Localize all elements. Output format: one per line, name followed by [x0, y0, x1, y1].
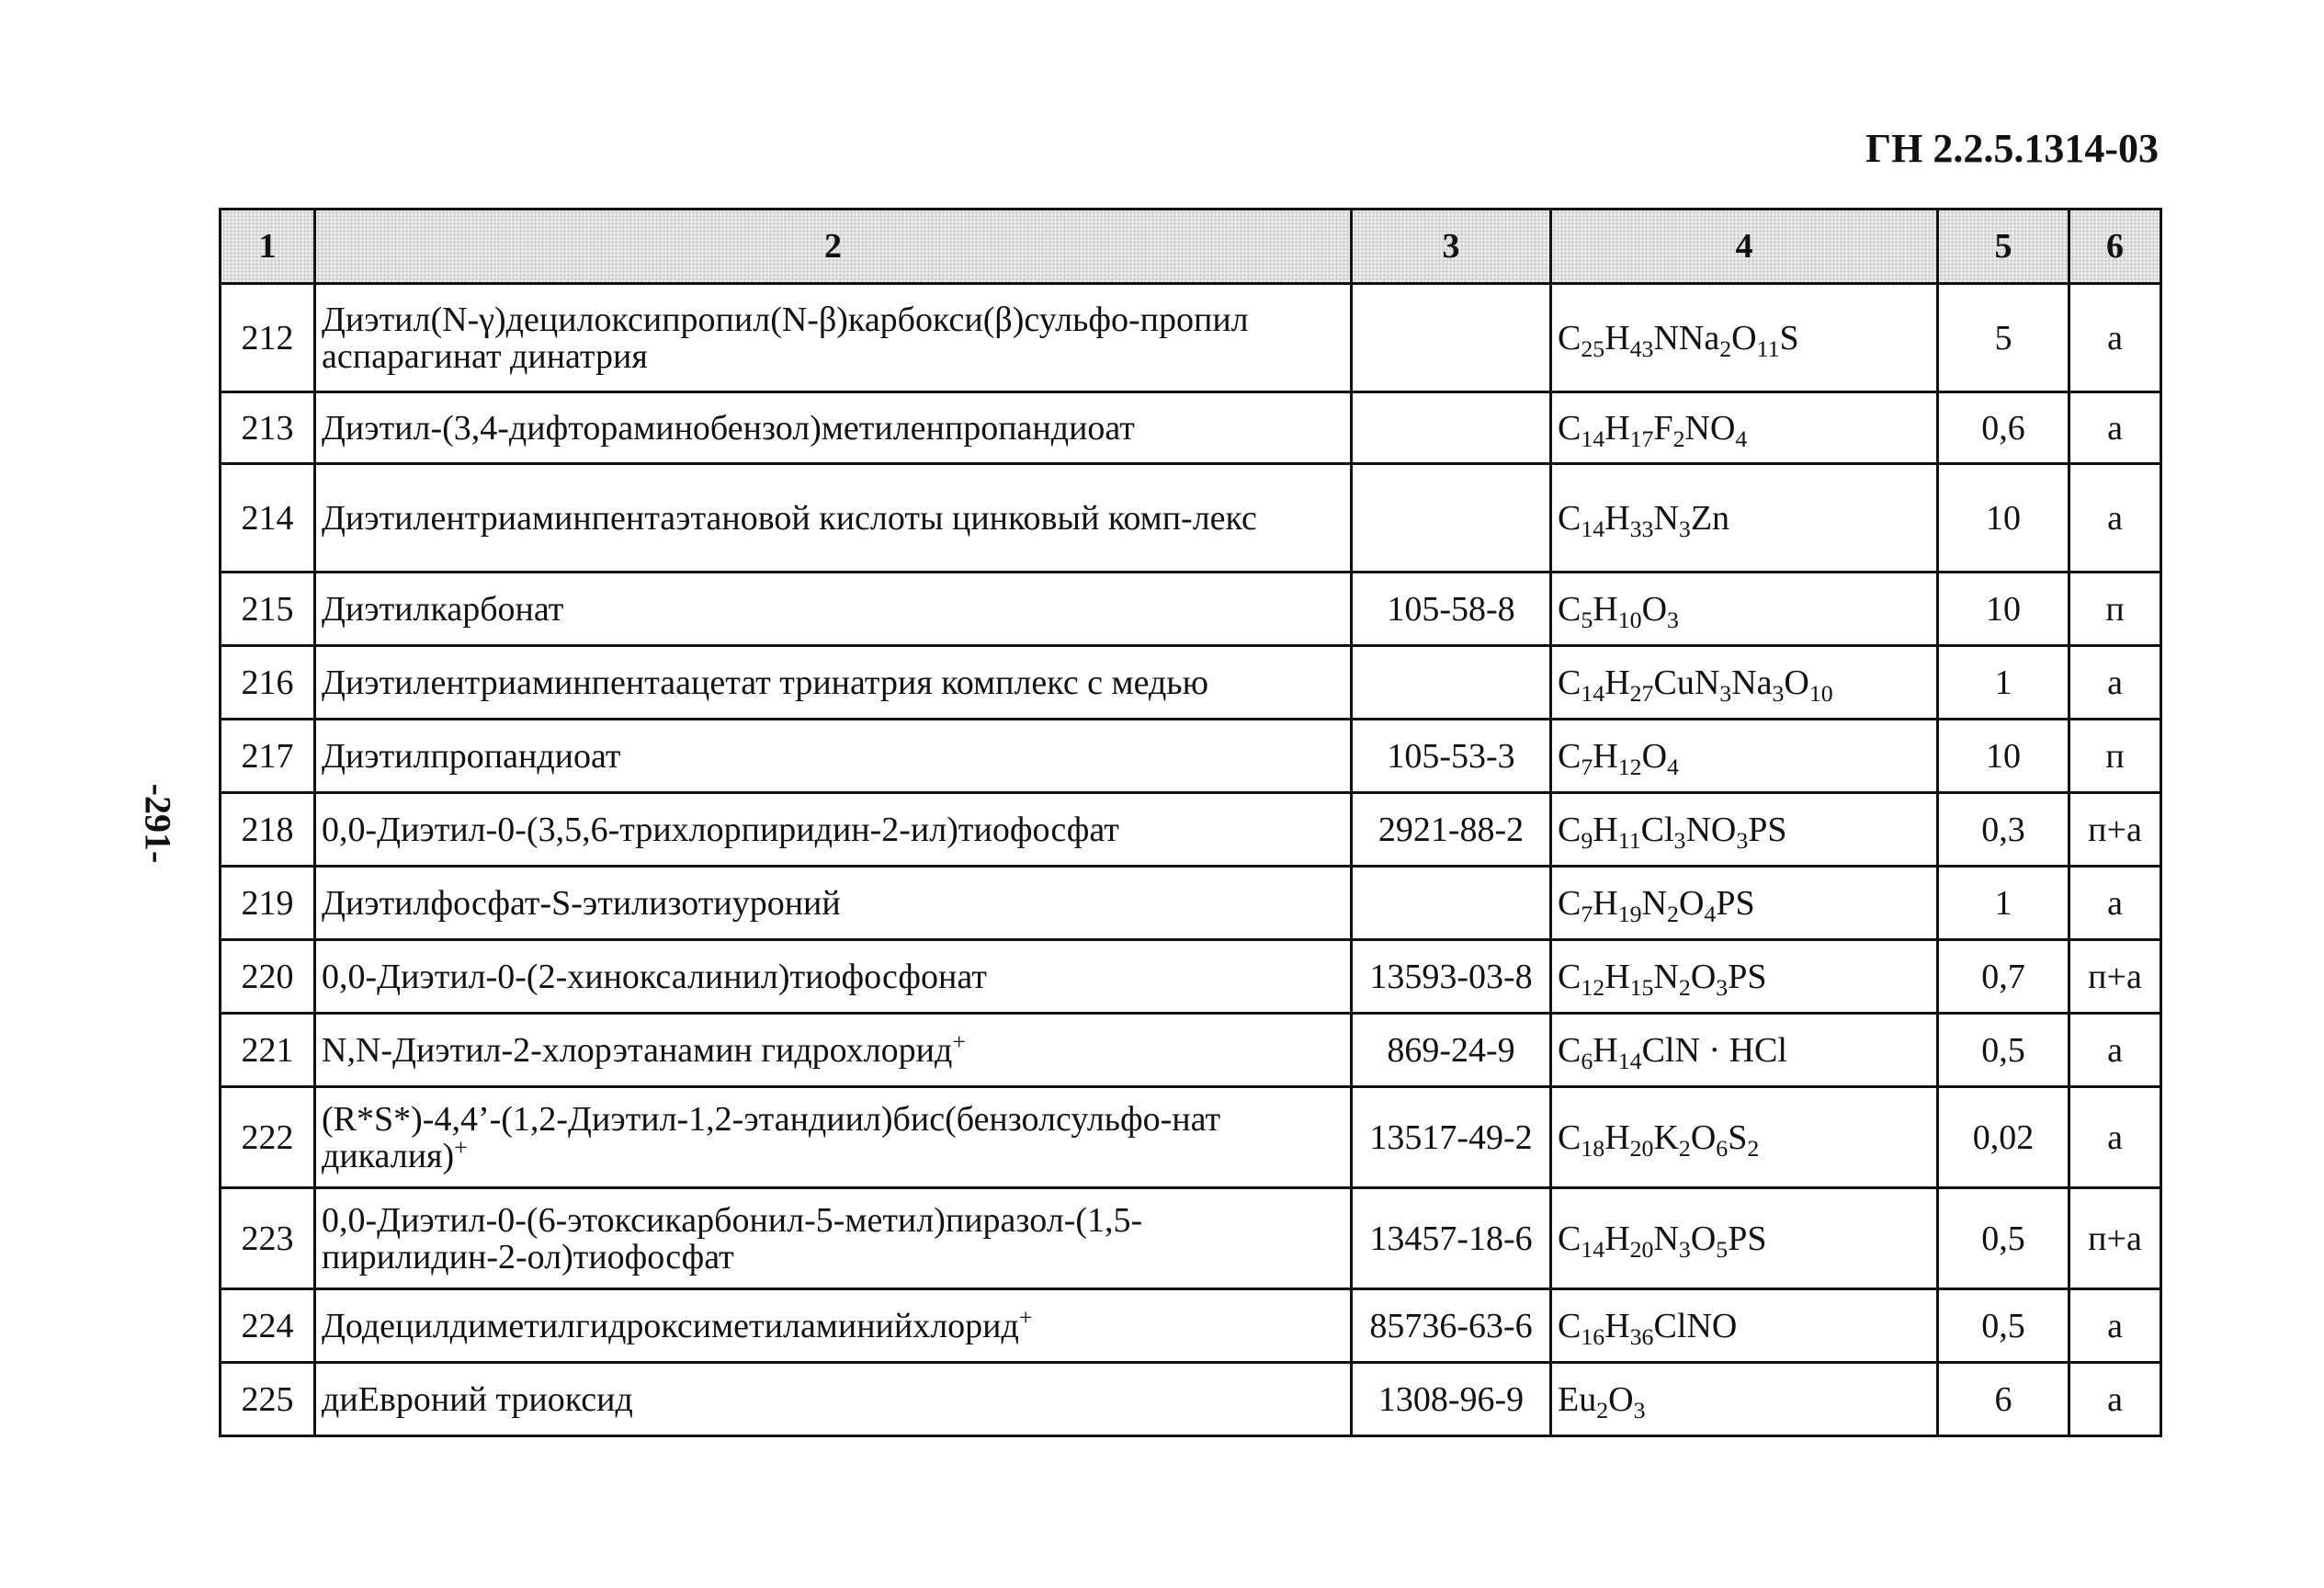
cas-number: 13457-18-6: [1352, 1188, 1551, 1289]
aggregate-state: а: [2069, 464, 2161, 573]
table-row: [221, 573, 2161, 646]
table-row: [221, 1014, 2161, 1087]
cas-number: [1352, 392, 1551, 464]
aggregate-state: а: [2069, 1363, 2161, 1436]
table-row: [221, 1289, 2161, 1363]
table-row: [221, 284, 2161, 392]
substance-name: Диэтил(N-γ)децилоксипропил(N-β)карбокси(β)сульфо-пропил аспарагинат динатрия: [315, 284, 1352, 392]
cas-number: [1352, 284, 1551, 392]
aggregate-state: а: [2069, 1014, 2161, 1087]
table-row: [221, 867, 2161, 940]
chemical-formula: $C_9H_{11}Cl_3NO_3PS$: [1551, 793, 1938, 867]
cas-number: 85736-63-6: [1352, 1289, 1551, 1363]
aggregate-state: а: [2069, 646, 2161, 720]
row-number: 225: [221, 1363, 315, 1436]
substance-name: 0,0-Диэтил-0-(2-хиноксалинил)тиофосфонат: [315, 940, 1352, 1014]
substance-name: Диэтилкарбонат: [315, 573, 1352, 646]
limit-value: 10: [1938, 464, 2069, 573]
row-number: 214: [221, 464, 315, 573]
limit-value: 6: [1938, 1363, 2069, 1436]
chemical-formula: $C_{14}H_{27}CuN_3Na_3O_{10}$: [1551, 646, 1938, 720]
cas-number: 869-24-9: [1352, 1014, 1551, 1087]
column-header: 2: [315, 210, 1352, 284]
chemical-formula: $C_{14}H_{17}F_2NO_4$: [1551, 392, 1938, 464]
chemical-formula: $C_{25}H_{43}NNa_2O_{11}S$: [1551, 284, 1938, 392]
aggregate-state: п+а: [2069, 1188, 2161, 1289]
substance-name: Диэтилпропандиоат: [315, 720, 1352, 793]
limit-value: 0,5: [1938, 1014, 2069, 1087]
limit-value: 0,5: [1938, 1188, 2069, 1289]
substance-name: N,N-Диэтил-2-хлорэтанамин гидрохлорид+: [315, 1014, 1352, 1087]
row-number: 220: [221, 940, 315, 1014]
substance-name: Додецилдиметилгидроксиметиламинийхлорид+: [315, 1289, 1352, 1363]
substance-name: Диэтилфосфат-S-этилизотиуроний: [315, 867, 1352, 940]
cas-number: 2921-88-2: [1352, 793, 1551, 867]
aggregate-state: а: [2069, 1087, 2161, 1188]
limit-value: 10: [1938, 573, 2069, 646]
aggregate-state: а: [2069, 392, 2161, 464]
table-row: [221, 720, 2161, 793]
substance-name: диЕвроний триоксид: [315, 1363, 1352, 1436]
table-row: [221, 1363, 2161, 1436]
table-row: [221, 464, 2161, 573]
column-header: 4: [1551, 210, 1938, 284]
aggregate-state: п+а: [2069, 793, 2161, 867]
document-code: ГН 2.2.5.1314-03: [1865, 126, 2159, 171]
row-number: 219: [221, 867, 315, 940]
aggregate-state: а: [2069, 284, 2161, 392]
substance-name: Диэтилентриаминпентаацетат тринатрия комплекс с медью: [315, 646, 1352, 720]
cas-number: [1352, 867, 1551, 940]
column-header: 5: [1938, 210, 2069, 284]
chemical-formula: $C_5H_{10}O_3$: [1551, 573, 1938, 646]
chemical-formula: $C_{14}H_{20}N_3O_5PS$: [1551, 1188, 1938, 1289]
substances-table: [219, 208, 2162, 1437]
substance-name: Диэтилентриаминпентаэтановой кислоты цинковый комп-лекс: [315, 464, 1352, 573]
aggregate-state: п: [2069, 720, 2161, 793]
limit-value: 10: [1938, 720, 2069, 793]
row-number: 212: [221, 284, 315, 392]
page-number: -291-: [137, 783, 179, 864]
aggregate-state: а: [2069, 1289, 2161, 1363]
table-row: [221, 392, 2161, 464]
chemical-formula: $C_{16}H_{36}ClNO$: [1551, 1289, 1938, 1363]
row-number: 222: [221, 1087, 315, 1188]
cas-number: [1352, 464, 1551, 573]
limit-value: 5: [1938, 284, 2069, 392]
aggregate-state: а: [2069, 867, 2161, 940]
substance-name: 0,0-Диэтил-0-(3,5,6-трихлорпиридин-2-ил)тиофосфат: [315, 793, 1352, 867]
row-number: 224: [221, 1289, 315, 1363]
column-header: 1: [221, 210, 315, 284]
chemical-formula: $Eu_2O_3$: [1551, 1363, 1938, 1436]
limit-value: 1: [1938, 867, 2069, 940]
chemical-formula: $C_7H_{19}N_2O_4PS$: [1551, 867, 1938, 940]
chemical-formula: $C_{12}H_{15}N_2O_3PS$: [1551, 940, 1938, 1014]
table-row: [221, 940, 2161, 1014]
header-row: [221, 210, 2161, 284]
chemical-formula: $C_{18}H_{20}K_2O_6S_2$: [1551, 1087, 1938, 1188]
cas-number: 13517-49-2: [1352, 1087, 1551, 1188]
table-row: [221, 1087, 2161, 1188]
limit-value: 0,5: [1938, 1289, 2069, 1363]
cas-number: 1308-96-9: [1352, 1363, 1551, 1436]
substance-name: 0,0-Диэтил-0-(6-этоксикарбонил-5-метил)пиразол-(1,5-пирилидин-2-ол)тиофосфат: [315, 1188, 1352, 1289]
chemical-formula: $C_7H_{12}O_4$: [1551, 720, 1938, 793]
row-number: 218: [221, 793, 315, 867]
limit-value: 1: [1938, 646, 2069, 720]
limit-value: 0,6: [1938, 392, 2069, 464]
cas-number: 105-53-3: [1352, 720, 1551, 793]
row-number: 215: [221, 573, 315, 646]
row-number: 217: [221, 720, 315, 793]
table-row: [221, 1188, 2161, 1289]
substance-name: Диэтил-(3,4-дифтораминобензол)метиленпропандиоат: [315, 392, 1352, 464]
cas-number: 13593-03-8: [1352, 940, 1551, 1014]
table-row: [221, 646, 2161, 720]
limit-value: 0,3: [1938, 793, 2069, 867]
chemical-formula: $C_{14}H_{33}N_3Zn$: [1551, 464, 1938, 573]
column-header: 3: [1352, 210, 1551, 284]
substance-name: (R*S*)-4,4’-(1,2-Диэтил-1,2-этандиил)бис(бензолсульфо-нат дикалия)+: [315, 1087, 1352, 1188]
row-number: 216: [221, 646, 315, 720]
cas-number: [1352, 646, 1551, 720]
row-number: 223: [221, 1188, 315, 1289]
limit-value: 0,02: [1938, 1087, 2069, 1188]
row-number: 213: [221, 392, 315, 464]
table-row: [221, 793, 2161, 867]
limit-value: 0,7: [1938, 940, 2069, 1014]
aggregate-state: п+а: [2069, 940, 2161, 1014]
chemical-formula: $C_6H_{14}ClN$ · HCl: [1551, 1014, 1938, 1087]
table-body: [221, 284, 2161, 1436]
column-header: 6: [2069, 210, 2161, 284]
aggregate-state: п: [2069, 573, 2161, 646]
row-number: 221: [221, 1014, 315, 1087]
cas-number: 105-58-8: [1352, 573, 1551, 646]
